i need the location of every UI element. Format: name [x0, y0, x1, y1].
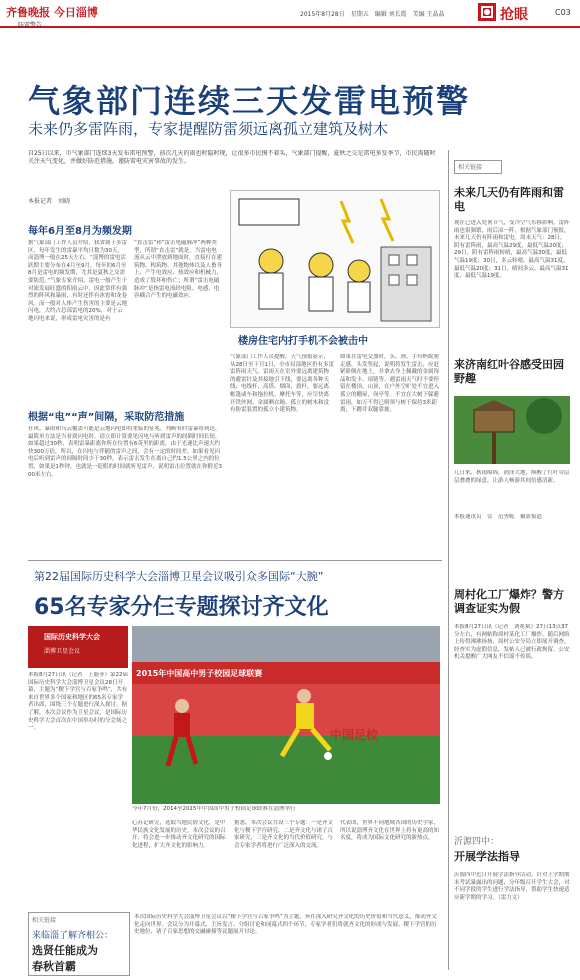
section-name: 抢眼 [500, 7, 528, 23]
photo-banner: 2015年中国高中男子校园足球联赛 [136, 669, 263, 678]
issue-info: 2015年8月28日 星期五 编辑 刘长霞 美编 王晶晶 [300, 11, 445, 18]
bottom-text: 本次国际历史科学大会淄博卫星会议以“稷下学宫与百家争鸣”为主题，旨在深入研究齐文化的历史价值和当代意义，推动齐文化走向世界。会议分为开幕式、主旨发言、分组讨论和闭幕式四个环节，专家学者们将就齐文化的形成与发展、稷下学宫的历史地位、诸子百家思想的交融碰撞等议题展开讨论。 [134, 914, 437, 936]
section1-text: 据气象部门工作人员介绍，我省属于多雷区，每年发生的雷暴平均日数为30天，而淄博一般在25天左右。“淄博的雷电活跃期主要分布在4月至9月，每年的6月至8月是雷电的频发期，尤其是夏秋之交需要防范。”气象专家介绍，雷电一般产生于对流发展旺盛的积雨云中，因此常伴有强烈的阵风和暴雨，有时还伴有冰雹和龙卷风。而一般对人体产生伤害的主要是云地闪电，大约占总部雷电的20%，对于云地闪电来说，形成雷电灾害的是有 [28, 240, 128, 322]
sidebar-text-3: 本报8月27日讯（记者 刘兆斌）27日13点37分左右，有网帖称周村某化工厂爆炸，随后网络上传得沸沸扬扬，周村公安分局立即展开调查，经查实为虚假信息，发帖人已被行政拘留。公安机关提醒广大网友不信谣不传谣。 [454, 624, 570, 661]
related-label: 相关链接 [32, 917, 57, 924]
illustration-caption: 楼房住宅内打手机不会被击中 [238, 336, 368, 347]
illustration-sign: 防雷警告 [18, 22, 43, 29]
conference-logo-sub: 淄博卫星会议 [44, 648, 81, 655]
second-kicker: 第22届国际历史科学大会淄博卫星会议吸引众多国际“大腕” [34, 570, 324, 583]
lead-byline: 本报记者 刘晓 [28, 198, 71, 205]
lead-headline: 气象部门连续三天发雷电预警 [28, 82, 471, 120]
sidebar-text-2: 几日来，秋雨绵绵，润泽大地，唤醒了红叶谷层层叠叠的绿意，让游人畅游其间倍感清新。 [454, 470, 570, 484]
second-left-text: 本报8月27日讯（记者 王鹿菲）第22届国际历史科学大会淄博卫星会议28日开幕，主题为“稷下学宫与百家争鸣”，共有来自世界多个国家和地区的65名专家学者出席，围绕三个专题进行深入探讨。据了解，本次会议作为卫星会议，是国际历史科学大会首次在中国举办时的分会场之一。 [28, 672, 128, 732]
sidebar-text-1: 现在已进入处暑节气，受冷空气东移影响，雷阵雨也很频繁，雨后凉一阵，根据气象部门预报，未来几天仍有阵雨和雷电。周末天气：28日，阴有雷阵雨，最高气温29度，最低气温20度；29日，阴有雷阵雨转晴，最高气温30度，最低气温19度；30日，多云转晴，最高气温31度，最低气温20度；31日，晴间多云，最高气温31度，最低气温19度。 [454, 220, 570, 280]
sidebar-title-1: 未来几天仍有阵雨和雷电 [454, 186, 564, 213]
second-headline: 65名专家分仨专题探讨齐文化 [34, 595, 329, 620]
conference-logo-text: 国际历史科学大会 [44, 633, 100, 641]
page-number: C03 [555, 8, 571, 17]
second-col1: 心苏记研究，选取当地民俗文化，是中华民族文化发展的历史，本次会议的召开，将会进一步推动齐文化研究的国际化进程，扩大齐文化的影响力。 [132, 820, 226, 849]
story-divider [28, 560, 442, 561]
second-col2: 据悉，本次会议共设三个专题：一是齐文化与稷下学宫研究，二是齐文化与诸子百家研究，三是齐文化的当代价值研究。与会专家学者将进行广泛深入的交流。 [234, 820, 334, 849]
cartoon-illustration [230, 190, 440, 328]
column3a-text: 气象部门工作人员提醒，天气预报显示，从28日至下月1日，全市局部地区仍有多雷雷阵雨天气。雷雨天在室外要远离建筑物的避雷针及其接地引下线，要远离各种天线、电线杆、高塔、烟囱、旗杆，要远离帐篷或车和拖拉机、摩托车等，应尽快离开铁丝网、金属晒衣绳、孤立的树木和没有防雷装置的孤立小建筑物。 [230, 354, 334, 414]
sidebar-title-4: 开展学法指导 [454, 850, 520, 863]
section1-title: 每年6月至8月为频发期 [28, 226, 132, 237]
sidebar-text-4: 沂源四中近日开展学法指导活动，针对上学期期末考试暴露出的问题，分年级召开学生大会，对不同学段的学生进行学法指导，帮助学生快速适应新学期的学习。（雷力文） [454, 872, 570, 901]
photo-credit: 本报通讯员 萱 范秀妮 摄影报道 [454, 514, 543, 520]
photo-caption: 今年7月份，2014至2015年中国高中男子校园足球联赛在淄博举行 [132, 806, 296, 812]
sidebar-title-4-label: 沂源四中： [454, 837, 500, 847]
column3b-text: 如果在雷电交加时，头、颈、手有蚂蚁爬走感，头发竖起，说明将发生雷击，应赶紧卧倒在地上，并拿去身上佩戴的金属饰品和发卡、项链等。遇雷雨天气时不要停留在楼顶、山顶，在户外空旷处不宜进入孤立的棚屋，岗亭等。不宜在大树下躲避雷雨，如万不得已则须与树干保持3米距离，下蹲并双腿靠拢。 [340, 354, 440, 414]
second-col3: 代表团，世界不同地域各国的历史学家，所以说淄博齐文化在世界上将有更高的知名度，将成为国际文化研究的新热点。 [340, 820, 440, 842]
sidebar-title-2: 来济南红叶谷感受田园野趣 [454, 358, 564, 385]
sidebar-label: 相关链接 [458, 164, 483, 171]
sidebar-title-3: 周村化工厂爆炸？警方调查证实为假 [454, 588, 564, 615]
photo-board: 中国足校 [330, 728, 379, 742]
lead-subhead: 未来仍多雷阵雨，专家提醒防雷须远离孤立建筑及树木 [28, 120, 389, 138]
lead-intro: 自25日以来，市气象部门连续3天发布雷电预警，前次几天的雨也时隐时现，让很多市民摸不着头，气象部门提醒，夏秋之交是雷电多发季节，市民需随时关注天气变化，并做好防范措施，谨防雷电灾害事故的发生。 [28, 150, 436, 165]
section-icon [478, 3, 496, 21]
newspaper-logo: 齐鲁晚报 今日淄博 [6, 6, 98, 19]
sidebar-divider [448, 150, 449, 970]
related-title-2: 选贤任能成为 [32, 944, 98, 957]
section2-text: 狂风、暴雨和乌云覆盖可能是云地闪电即将来临的征兆，判断有时雷暴将到达，最简单方法是当看到闪电时，请立即计算要见闪电与听到雷声的间隔时间长短，如果超过30秒，表明雷暴距离你所在位置有6英里的距离。由于光速比声速大约快300万倍，所以，在闪电与伴随的雷声之间，会有一定的时间差。如果看见闪电后听到雷声的间隔时间少于30秒，表示雷击发生在离自己约1.5公里之内的位置，如果是1秒钟，也就是一眨眼的时间就听见雷声，说明雷击位置就在你附近300米左右。 [28, 426, 223, 478]
soccer-photo [132, 626, 440, 804]
related-title-1: 来临淄了解齐相公： [32, 931, 114, 941]
related-title-3: 春秋首霸 [32, 960, 76, 973]
treehouse-photo [454, 396, 570, 464]
section2-title: 根据“电”“声”间隔，采取防范措施 [28, 412, 185, 423]
column2-text: “直击雷”和“雷击电磁脉冲”两种类型，所谓“直击雷”就是，当雷电电流从云中泄放到地面时，直接打在建筑物、构筑物、其他物体以及人畜身上，产生电效应、热效应和机械力，造成了毁坏和伤亡；所谓“雷击电磁脉冲”是指雷电流经电阻、电感、电容耦合产生的电磁效应。 [134, 240, 222, 300]
